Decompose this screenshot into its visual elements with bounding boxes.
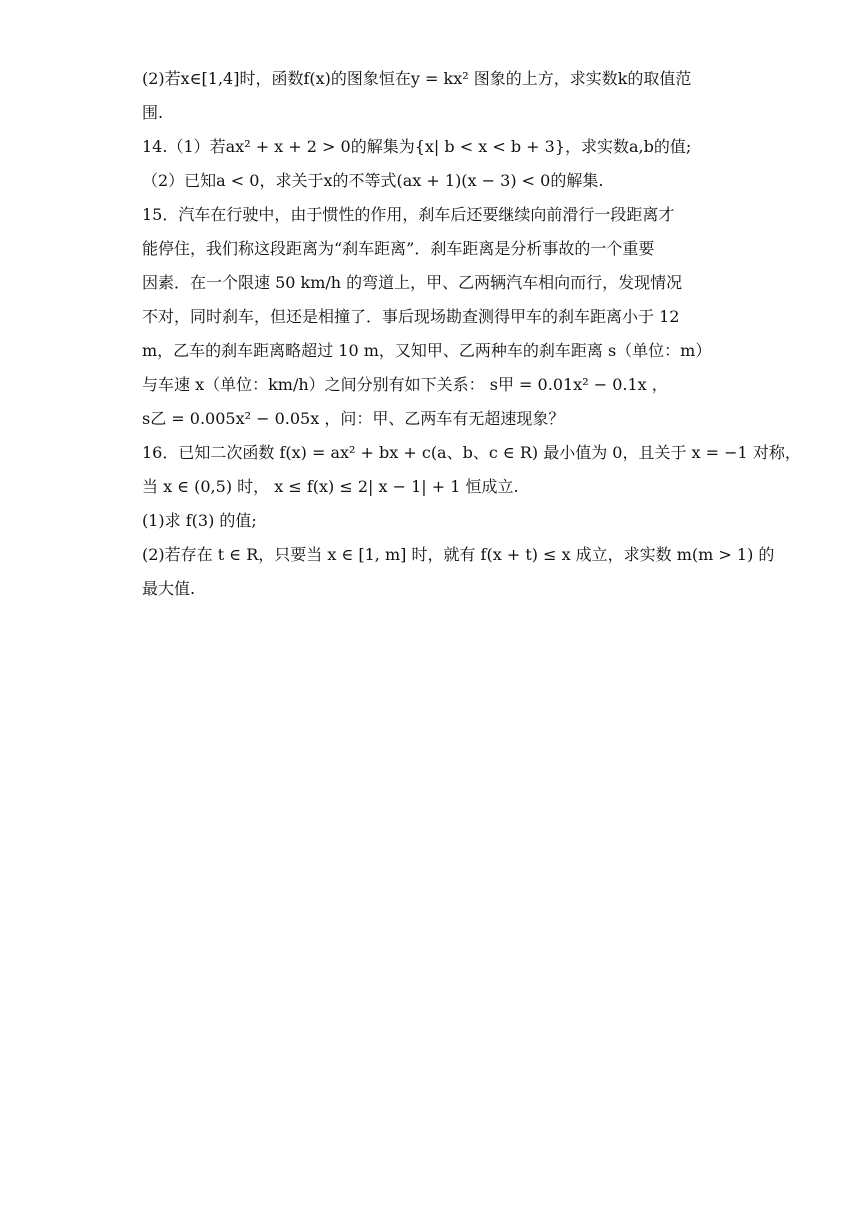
- text-line: 围.: [142, 103, 164, 122]
- problem-15: [142, 198, 722, 436]
- text-line: 能停住，我们称这段距离为“刹车距离”．刹车距离是分析事故的一个重要: [142, 239, 655, 258]
- text-line: (2)若存在 t ∈ R，只要当 x ∈ [1, m] 时，就有 f(x + t) ≤ x 成立，求实数 m(m > 1) 的: [142, 545, 775, 564]
- text-line: 与车速 x（单位：km/h）之间分别有如下关系： s甲 = 0.01x² − 0.1x ，: [142, 375, 668, 394]
- problem-13-part-2: [142, 62, 722, 130]
- problem-16: [142, 436, 801, 606]
- text-line: 14.（1）若ax² + x + 2 > 0的解集为{x| b < x < b + 3}，求实数a,b的值;: [142, 137, 692, 156]
- text-line: 最大值.: [142, 579, 196, 598]
- text-line: m，乙车的刹车距离略超过 10 m，又知甲、乙两种车的刹车距离 s（单位：m）: [142, 341, 712, 360]
- text-line: 因素．在一个限速 50 km/h 的弯道上，甲、乙两辆汽车相向而行，发现情况: [142, 273, 683, 292]
- text-line: 16．已知二次函数 f(x) = ax² + bx + c(a、b、c ∈ R) 最小值为 0，且关于 x = −1 对称，: [142, 443, 801, 462]
- text-line: 15．汽车在行驶中，由于惯性的作用，刹车后还要继续向前滑行一段距离才: [142, 205, 675, 224]
- problem-14: [142, 130, 722, 198]
- text-line: (2)若x∈[1,4]时，函数f(x)的图象恒在y = kx² 图象的上方，求实数k的取值范: [142, 69, 692, 88]
- text-line: （2）已知a < 0，求关于x的不等式(ax + 1)(x − 3) < 0的解集.: [142, 171, 604, 190]
- text-line: s乙 = 0.005x² − 0.05x ，问：甲、乙两车有无超速现象？: [142, 409, 565, 428]
- text-line: 当 x ∈ (0,5) 时， x ≤ f(x) ≤ 2| x − 1| + 1 恒成立.: [142, 477, 519, 496]
- text-line: 不对，同时刹车，但还是相撞了．事后现场勘查测得甲车的刹车距离小于 12: [142, 307, 680, 326]
- text-line: (1)求 f(3) 的值;: [142, 511, 257, 530]
